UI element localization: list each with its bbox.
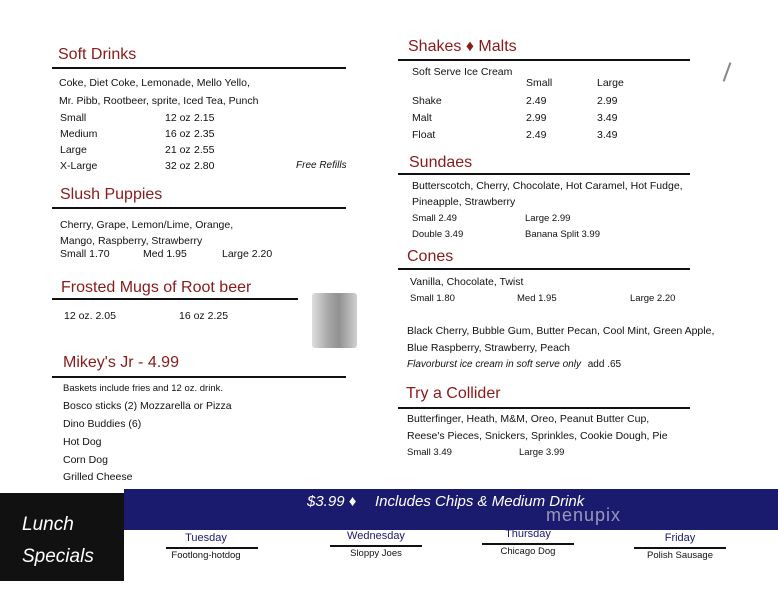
mikeys-item: Corn Dog — [63, 454, 108, 466]
slush-med: Med 1.95 — [143, 248, 187, 260]
shake-row-small: 2.99 — [526, 112, 547, 124]
soft-drinks-list-1: Coke, Diet Coke, Lemonade, Mello Yello, — [59, 77, 250, 89]
flavorburst-add-price: add .65 — [587, 359, 622, 370]
promo-text: Includes Chips & Medium Drink — [375, 493, 585, 510]
size-label: Small — [60, 112, 87, 124]
size-label: Large — [60, 144, 87, 156]
size-label: X-Large — [60, 160, 98, 172]
collider-toppings-2: Reese's Pieces, Snickers, Sprinkles, Cookie Dough, Pie — [407, 430, 668, 442]
col-large-header: Large — [597, 77, 624, 89]
mikeys-title: Mikey's Jr - 4.99 — [63, 354, 179, 371]
dish-thursday: Chicago Dog — [500, 546, 556, 557]
free-refills-note: Free Refills — [296, 160, 347, 171]
promo-price: $3.99 ♦ — [307, 493, 357, 510]
cone-flavors: Vanilla, Chocolate, Twist — [410, 276, 524, 288]
day-thursday: Thursday — [505, 528, 551, 540]
shake-row-small: 2.49 — [526, 95, 547, 107]
slush-large: Large 2.20 — [222, 248, 273, 260]
sundaes-toppings-2: Pineapple, Strawberry — [412, 196, 516, 208]
mikeys-item: Hot Dog — [63, 436, 102, 448]
shake-row-name: Malt — [412, 112, 432, 124]
shake-row-large: 3.49 — [597, 129, 618, 141]
lunch-word: Lunch — [22, 514, 74, 535]
banana-split: Banana Split 3.99 — [525, 229, 601, 240]
divider — [52, 207, 346, 209]
size-price: 2.15 — [194, 112, 215, 124]
divider — [52, 67, 346, 69]
mikeys-item: Grilled Cheese — [63, 471, 133, 483]
shakes-subtitle: Soft Serve Ice Cream — [412, 66, 513, 78]
dish-friday: Polish Sausage — [646, 550, 714, 561]
pen-mark — [723, 62, 732, 81]
collider-title: Try a Collider — [406, 385, 501, 402]
dish-tuesday: Footlong-hotdog — [171, 550, 241, 561]
day-friday: Friday — [664, 532, 696, 544]
mikeys-item: Bosco sticks (2) Mozzarella or Pizza — [63, 400, 232, 412]
soft-drinks-title: Soft Drinks — [58, 46, 137, 63]
slush-flavors-2: Mango, Raspberry, Strawberry — [60, 235, 203, 247]
sundae-double: Double 3.49 — [412, 229, 464, 240]
size-price: 2.55 — [194, 144, 215, 156]
day-wednesday: Wednesday — [347, 530, 405, 542]
dish-wednesday: Sloppy Joes — [350, 548, 402, 559]
flavorburst-list-1: Black Cherry, Bubble Gum, Butter Pecan, Cool Mint, Green Apple, — [407, 325, 715, 337]
shake-row-large: 2.99 — [597, 95, 618, 107]
slush-flavors-1: Cherry, Grape, Lemon/Lime, Orange, — [60, 219, 234, 231]
size-price: 2.80 — [194, 160, 215, 172]
collider-small: Small 3.49 — [407, 447, 452, 458]
flavorburst-note-line — [407, 359, 621, 370]
divider — [398, 59, 690, 61]
shake-row-large: 3.49 — [597, 112, 618, 124]
sundaes-title: Sundaes — [409, 154, 473, 171]
shake-row-name: Float — [412, 129, 436, 141]
shakes-title: Shakes ♦ Malts — [408, 38, 517, 55]
size-oz: 16 oz — [165, 128, 191, 140]
mikeys-note: Baskets include fries and 12 oz. drink. — [63, 383, 224, 394]
size-oz: 12 oz — [165, 112, 191, 124]
flavorburst-list-2: Blue Raspberry, Strawberry, Peach — [407, 342, 571, 354]
collider-toppings-1: Butterfinger, Heath, M&M, Oreo, Peanut Butter Cup, — [407, 413, 650, 425]
day-tuesday: Tuesday — [185, 532, 227, 544]
divider — [52, 298, 298, 300]
root-beer-title: Frosted Mugs of Root beer — [61, 279, 252, 296]
cone-small: Small 1.80 — [410, 293, 455, 304]
divider — [398, 268, 690, 270]
watermark-logo: menupix — [546, 505, 622, 525]
divider — [166, 547, 258, 549]
divider — [398, 407, 690, 409]
sundae-small: Small 2.49 — [412, 213, 457, 224]
root-beer-12oz: 12 oz. 2.05 — [64, 310, 116, 322]
cones-title: Cones — [407, 248, 454, 265]
divider — [398, 173, 690, 175]
sundaes-toppings-1: Butterscotch, Cherry, Chocolate, Hot Caramel, Hot Fudge, — [412, 180, 683, 192]
size-oz: 32 oz — [165, 160, 191, 172]
cone-large: Large 2.20 — [630, 293, 676, 304]
divider — [52, 376, 346, 378]
cone-med: Med 1.95 — [517, 293, 557, 304]
frosted-mug-image — [312, 293, 357, 348]
col-small-header: Small — [526, 77, 553, 89]
slush-small: Small 1.70 — [60, 248, 110, 260]
size-label: Medium — [60, 128, 98, 140]
sundae-large: Large 2.99 — [525, 213, 571, 224]
size-oz: 21 oz — [165, 144, 191, 156]
size-price: 2.35 — [194, 128, 215, 140]
mikeys-item: Dino Buddies (6) — [63, 418, 142, 430]
slush-title: Slush Puppies — [60, 186, 163, 203]
shake-row-name: Shake — [412, 95, 442, 107]
collider-large: Large 3.99 — [519, 447, 565, 458]
soft-drinks-list-2: Mr. Pibb, Rootbeer, sprite, Iced Tea, Punch — [59, 95, 259, 107]
divider — [482, 543, 574, 545]
specials-word: Specials — [22, 546, 94, 567]
divider — [634, 547, 726, 549]
root-beer-16oz: 16 oz 2.25 — [179, 310, 229, 322]
flavorburst-note: Flavorburst ice cream in soft serve only — [407, 359, 581, 370]
shake-row-small: 2.49 — [526, 129, 547, 141]
divider — [330, 545, 422, 547]
